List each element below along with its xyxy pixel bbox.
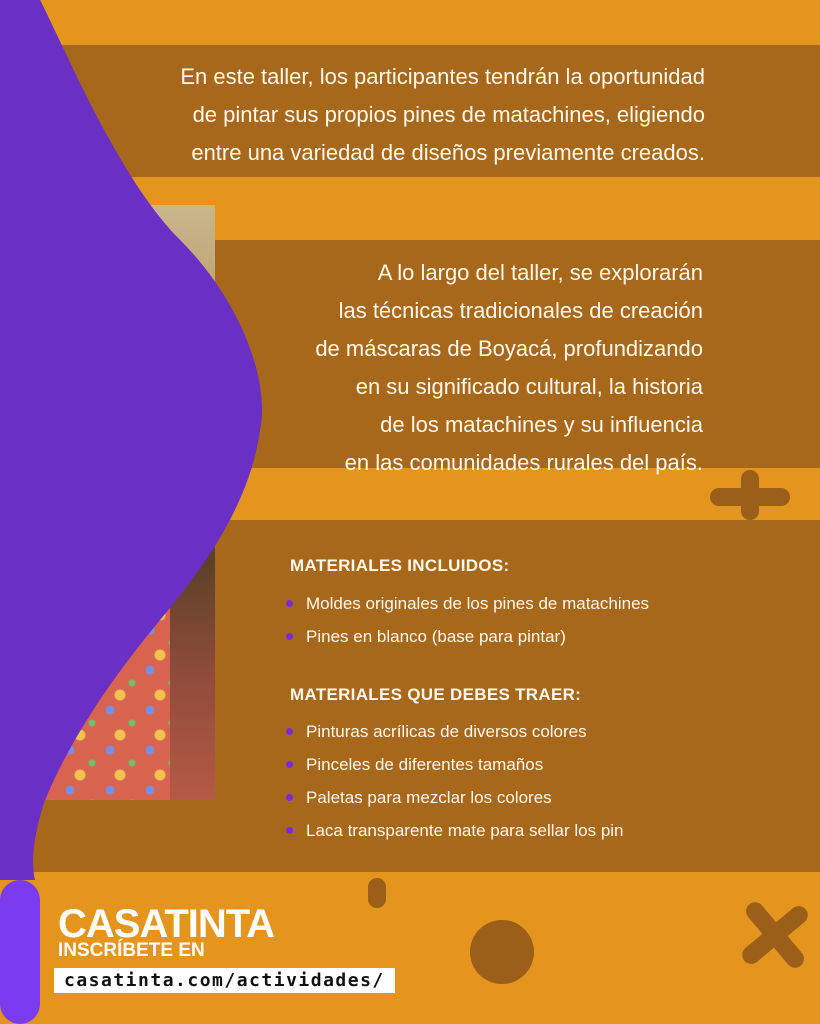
bullet-icon	[286, 633, 293, 640]
list-item	[286, 620, 649, 653]
bullet-icon	[286, 761, 293, 768]
bullet-icon	[286, 827, 293, 834]
paragraph-line: en su significado cultural, la historia	[355, 374, 703, 399]
materials-included-list	[286, 587, 649, 653]
list-item	[286, 781, 624, 814]
list-item	[286, 715, 624, 748]
bullet-icon	[286, 600, 293, 607]
intro-paragraph	[180, 58, 705, 172]
paragraph-line: En este taller, los participantes tendrán la oportunidad	[180, 64, 705, 89]
signup-cta: INSCRÍBETE EN	[58, 940, 205, 961]
activities-link[interactable]: casatinta.com/actividades/	[54, 968, 395, 993]
materials-to-bring-heading: MATERIALES QUE DEBES TRAER:	[290, 685, 582, 704]
list-item-label: Moldes originales de los pines de matachines	[306, 594, 650, 613]
materials-included-heading: MATERIALES INCLUIDOS:	[290, 556, 510, 575]
paragraph-line: en las comunidades rurales del país.	[344, 450, 703, 475]
paragraph-line: de pintar sus propios pines de matachines, eligiendo	[192, 102, 705, 127]
materials-to-bring-list	[286, 715, 624, 847]
list-item-label: Pines en blanco (base para pintar)	[306, 627, 566, 646]
list-item-label: Laca transparente mate para sellar los pin	[306, 821, 624, 840]
paragraph-line: A lo largo del taller, se explorarán	[377, 260, 703, 285]
list-item-label: Paletas para mezclar los colores	[306, 788, 552, 807]
paragraph-line: de los matachines y su influencia	[380, 412, 703, 437]
list-item-label: Pinceles de diferentes tamaños	[306, 755, 544, 774]
list-item	[286, 587, 649, 620]
bullet-icon	[286, 794, 293, 801]
list-item	[286, 814, 624, 847]
description-paragraph	[315, 254, 703, 482]
paragraph-line: las técnicas tradicionales de creación	[338, 298, 703, 323]
bullet-icon	[286, 728, 293, 735]
paragraph-line: entre una variedad de diseños previamente creados.	[191, 140, 705, 165]
paragraph-line: de máscaras de Boyacá, profundizando	[315, 336, 703, 361]
list-item	[286, 748, 624, 781]
casatinta-logo: CASATINTA	[58, 902, 275, 946]
list-item-label: Pinturas acrílicas de diversos colores	[306, 722, 587, 741]
